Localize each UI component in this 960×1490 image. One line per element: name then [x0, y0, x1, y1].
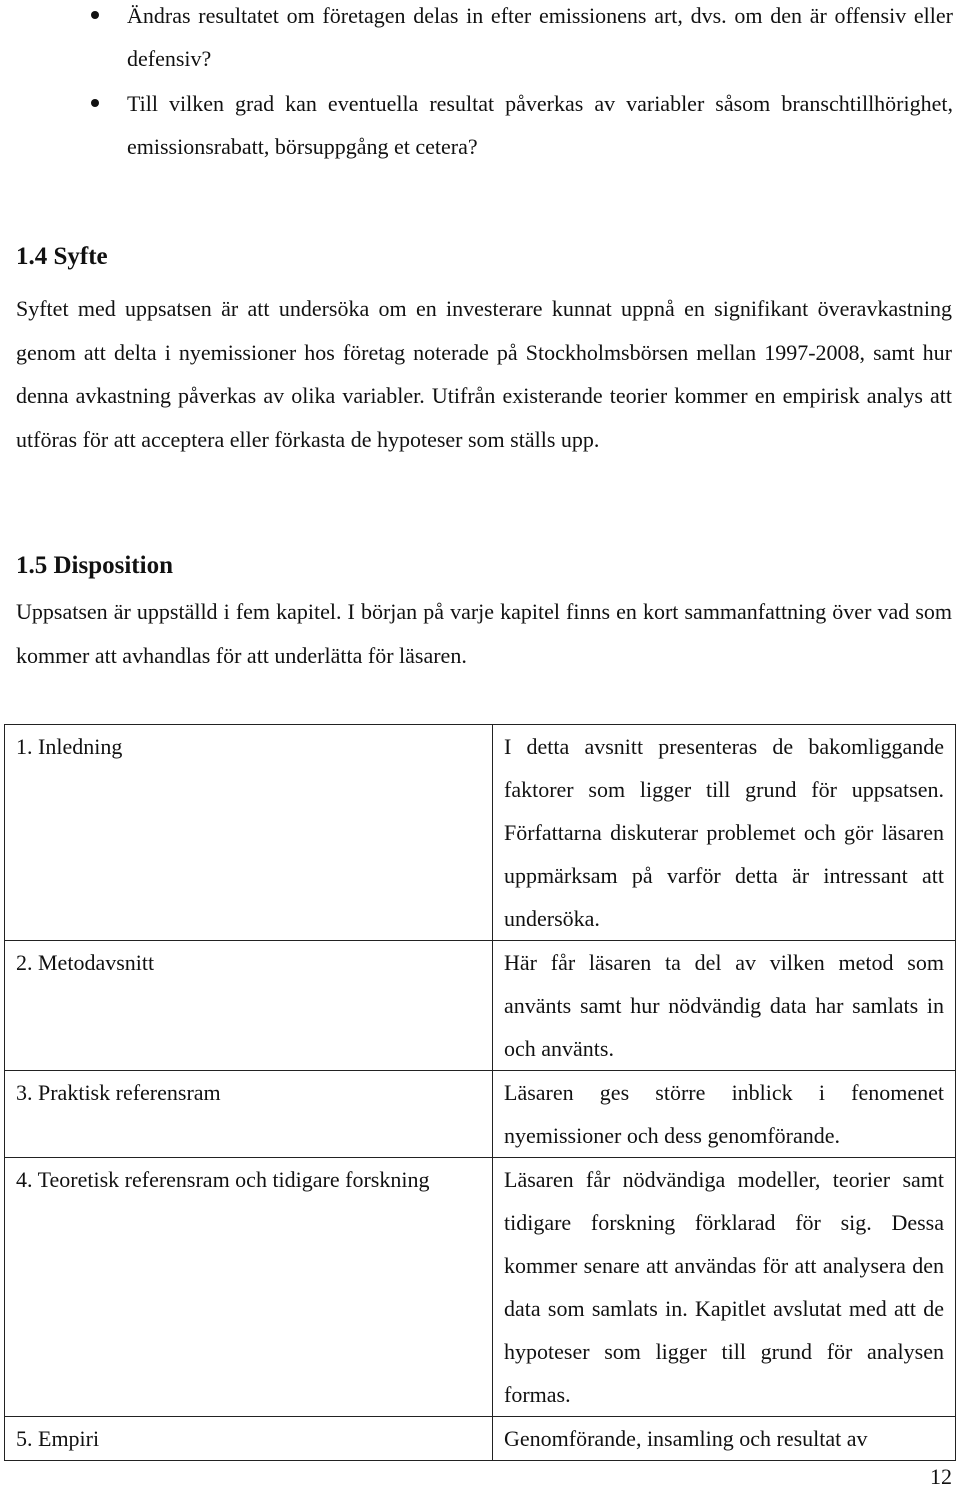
syfte-paragraph: Syftet med uppsatsen är att undersöka om en investerare kunnat uppnå en signifikant överavkastning genom att delta i nyemissioner hos företag noterade på Stockholmsbörsen mellan 1997-2008, samt hur denna avkastning påverkas av olika variabler. Utifrån existerande teorier kommer en empirisk analys att utföras för att acceptera eller förkasta de hypoteser som ställs upp.: [16, 296, 952, 452]
bullet-dot-icon: [91, 11, 99, 19]
table-row: [5, 941, 956, 1071]
chapter-title: 4. Teoretisk referensram och tidigare forskning: [5, 1158, 493, 1417]
table-row: [5, 1071, 956, 1158]
table-row: [5, 725, 956, 941]
chapter-title: 1. Inledning: [5, 725, 493, 941]
chapter-title: 2. Metodavsnitt: [5, 941, 493, 1071]
question-bullet-list: [0, 0, 960, 168]
chapter-title: 3. Praktisk referensram: [5, 1071, 493, 1158]
section-heading-disposition: 1.5 Disposition: [16, 552, 173, 579]
bullet-item: [0, 82, 953, 168]
table-row: [5, 1158, 956, 1417]
bullet-item: [0, 0, 953, 80]
chapter-title: 5. Empiri: [5, 1417, 493, 1461]
chapter-description: Läsaren ges större inblick i fenomenet nyemissioner och dess genomförande.: [493, 1071, 956, 1158]
chapter-description: Genomförande, insamling och resultat av: [493, 1417, 956, 1461]
chapter-description: I detta avsnitt presenteras de bakomliggande faktorer som ligger till grund för uppsatsen. Författarna diskuterar problemet och gör läsaren uppmärksam på varför detta är intressant att undersöka.: [493, 725, 956, 941]
bullet-dot-icon: [91, 99, 99, 107]
bullet-text: Till vilken grad kan eventuella resultat påverkas av variabler såsom branschtillhörighet, emissionsrabatt, börsuppgång et cetera?: [127, 91, 953, 159]
chapter-description: Här får läsaren ta del av vilken metod som använts samt hur nödvändig data har samlats in och använts.: [493, 941, 956, 1071]
bullet-text: Ändras resultatet om företagen delas in efter emissionens art, dvs. om den är offensiv eller defensiv?: [127, 3, 953, 71]
section-heading-syfte: 1.4 Syfte: [16, 243, 108, 270]
chapter-description: Läsaren får nödvändiga modeller, teorier samt tidigare forskning förklarad för sig. Dessa kommer senare att användas för att analysera den data som samlats in. Kapitlet avslutat med att de hypoteser som ligger till grund för analysen formas.: [493, 1158, 956, 1417]
disposition-paragraph: Uppsatsen är uppställd i fem kapitel. I början på varje kapitel finns en kort sammanfattning över vad som kommer att avhandlas för att underlätta för läsaren.: [16, 599, 952, 668]
chapter-overview-table: [4, 724, 956, 1461]
page-number: 12: [930, 1464, 952, 1489]
table-row: [5, 1417, 956, 1461]
